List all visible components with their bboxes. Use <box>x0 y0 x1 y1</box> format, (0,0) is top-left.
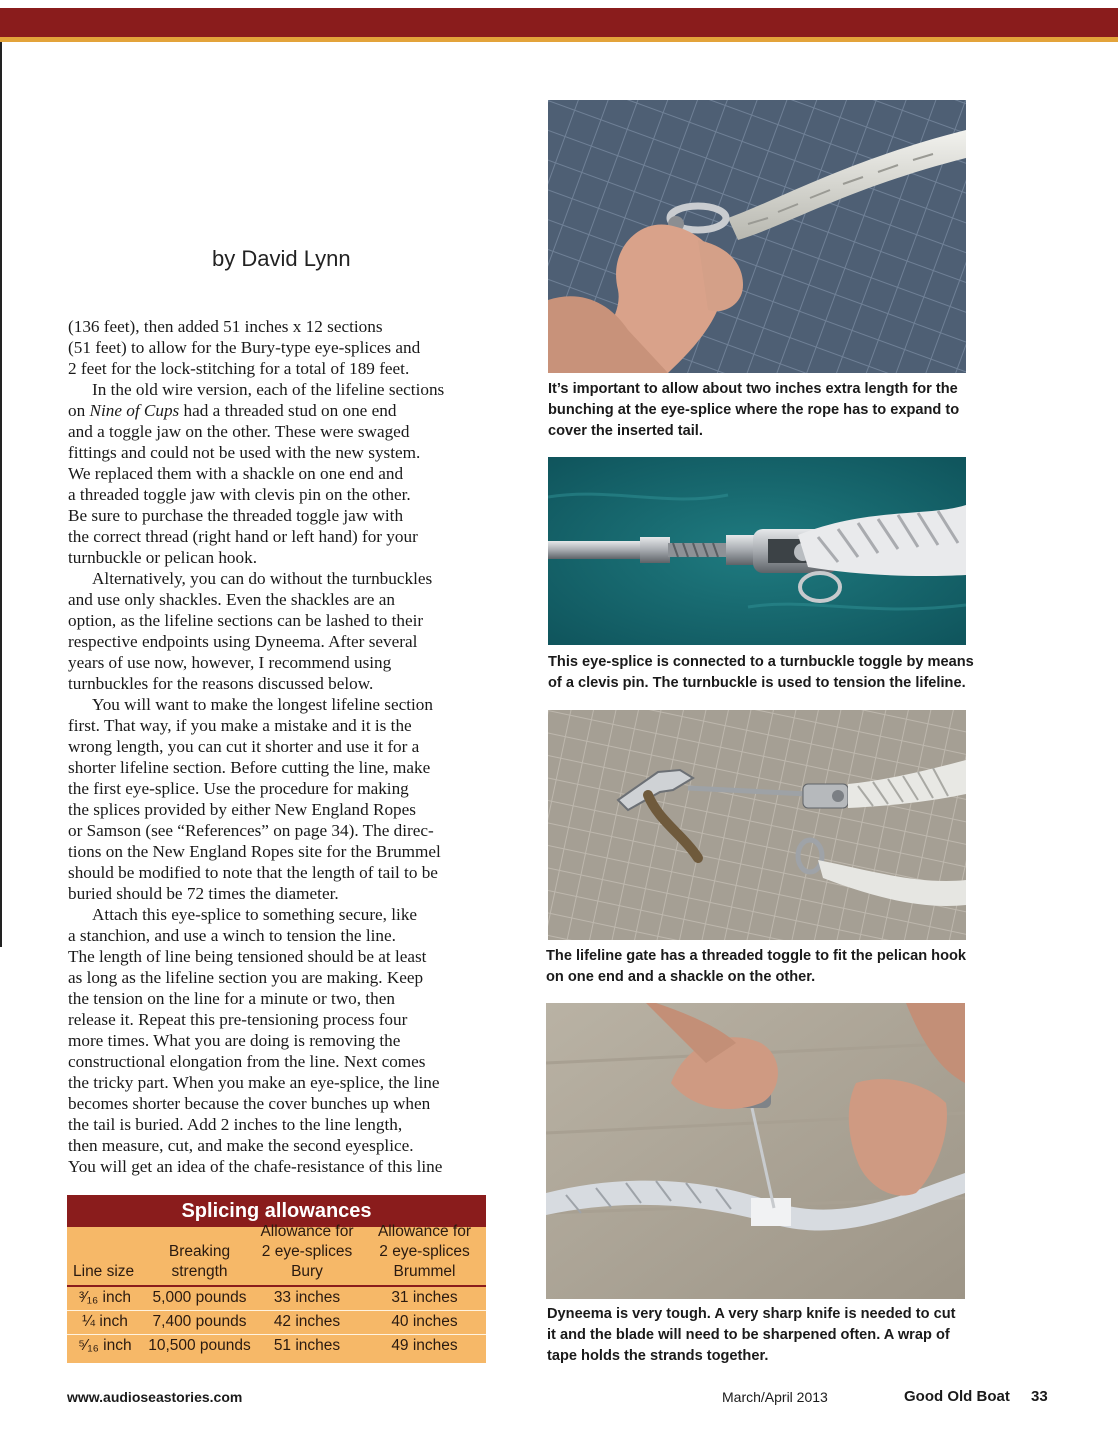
footer-page-number: 33 <box>1031 1388 1048 1405</box>
body-text-line: buried should be 72 times the diameter. <box>68 884 339 903</box>
body-text-line: the tail is buried. Add 2 inches to the line length, <box>68 1115 403 1134</box>
body-text-line: Be sure to purchase the threaded toggle jaw with <box>68 506 404 525</box>
body-text-line: the tension on the line for a minute or two, then <box>68 989 395 1008</box>
body-text-line: a stanchion, and use a winch to tension the line. <box>68 926 396 945</box>
body-text-line: a threaded toggle jaw with clevis pin on the other. <box>68 485 411 504</box>
header-line-size: Line size <box>73 1263 135 1280</box>
body-text-line: release it. Repeat this pre-tensioning process four <box>68 1010 408 1029</box>
article-body <box>68 316 493 1177</box>
body-text-line: You will want to make the longest lifeline section <box>92 695 433 714</box>
body-text-line: fittings and could not be used with the new system. <box>68 443 421 462</box>
body-text-line: tions on the New England Ropes site for the Brummel <box>68 842 441 861</box>
caption-line: It’s important to allow about two inches extra length for the <box>548 381 958 397</box>
footer-date: March/April 2013 <box>722 1389 828 1405</box>
body-text-line: on Nine of Cups had a threaded stud on one end <box>68 401 397 420</box>
caption-line: of a clevis pin. The turnbuckle is used to tension the lifeline. <box>548 675 966 691</box>
body-text-line: shorter lifeline section. Before cutting the line, make <box>68 758 431 777</box>
header-stripe <box>0 37 1118 42</box>
body-text-line: option, as the lifeline sections can be lashed to their <box>68 611 424 630</box>
photo-cutting-dyneema <box>546 1003 965 1299</box>
footer-magazine-name: Good Old Boat <box>904 1388 1010 1405</box>
body-text-line: You will get an idea of the chafe-resistance of this line <box>68 1157 443 1176</box>
body-text-line: We replaced them with a shackle on one end and <box>68 464 404 483</box>
cell-line-size: ⁵⁄₁₆ inch <box>78 1337 132 1354</box>
body-text-line: more times. What you are doing is removing the <box>68 1031 401 1050</box>
body-text-line: constructional elongation from the line. Next comes <box>68 1052 426 1071</box>
photo-caption <box>548 652 974 694</box>
caption-line: Dyneema is very tough. A very sharp knife is needed to cut <box>547 1306 956 1322</box>
body-text-line: then measure, cut, and make the second eyesplice. <box>68 1136 414 1155</box>
left-margin-rule <box>0 42 2 947</box>
body-text-line: the splices provided by either New England Ropes <box>68 800 416 819</box>
body-text-line: The length of line being tensioned should be at least <box>68 947 427 966</box>
body-text-line: the correct thread (right hand or left hand) for your <box>68 527 418 546</box>
body-text-line: becomes shorter because the cover bunches up when <box>68 1094 431 1113</box>
body-text-line: turnbuckle or pelican hook. <box>68 548 258 567</box>
cell-breaking-strength: 7,400 pounds <box>152 1313 247 1330</box>
body-text-line: respective endpoints using Dyneema. After several <box>68 632 418 651</box>
cell-allowance-brummel: 31 inches <box>391 1289 458 1306</box>
cell-allowance-bury: 42 inches <box>273 1313 341 1330</box>
table-row <box>67 1287 486 1311</box>
body-text-line: should be modified to note that the length of tail to be <box>68 863 438 882</box>
caption-line: tape holds the strands together. <box>547 1348 769 1364</box>
header-allowance-brummel: Allowance for 2 eye-splices Brummel <box>377 1223 472 1280</box>
caption-line: cover the inserted tail. <box>548 423 703 439</box>
cell-breaking-strength: 5,000 pounds <box>152 1289 247 1306</box>
body-text-line: first. That way, if you make a mistake and it is the <box>68 716 412 735</box>
cell-allowance-brummel: 49 inches <box>391 1337 458 1354</box>
body-text-line: 2 feet for the lock-stitching for a total of 189 feet. <box>68 359 410 378</box>
cell-allowance-bury: 33 inches <box>273 1289 341 1306</box>
body-text-line: the first eye-splice. Use the procedure for making <box>68 779 409 798</box>
table-row <box>67 1311 486 1335</box>
body-text-line: the tricky part. When you make an eye-splice, the line <box>68 1073 440 1092</box>
body-text-line: Attach this eye-splice to something secure, like <box>92 905 418 924</box>
body-text-line: years of use now, however, I recommend using <box>68 653 392 672</box>
caption-line: on one end and a shackle on the other. <box>546 969 816 985</box>
photo-eye-splice-shackle <box>548 100 966 373</box>
body-text-line: wrong length, you can cut it shorter and use it for a <box>68 737 420 756</box>
photo-caption <box>548 379 959 442</box>
body-text-line: (51 feet) to allow for the Bury-type eye-splices and <box>68 338 421 357</box>
body-text-line: and use only shackles. Even the shackles are an <box>68 590 395 609</box>
body-text-line: as long as the lifeline section you are making. Keep <box>68 968 424 987</box>
cell-breaking-strength: 10,500 pounds <box>148 1337 251 1354</box>
caption-line: it and the blade will need to be sharpened often. A wrap of <box>547 1327 950 1343</box>
body-text-line: or Samson (see “References” on page 34). The direc- <box>68 821 434 840</box>
cell-allowance-brummel: 40 inches <box>391 1313 458 1330</box>
caption-line: This eye-splice is connected to a turnbuckle toggle by means <box>548 654 974 670</box>
cell-line-size: ³⁄₁₆ inch <box>79 1289 131 1306</box>
table-row <box>67 1335 486 1358</box>
photo-caption <box>547 1304 955 1367</box>
caption-line: The lifeline gate has a threaded toggle to fit the pelican hook <box>546 948 967 964</box>
body-text-line: and a toggle jaw on the other. These were swaged <box>68 422 410 441</box>
caption-line: bunching at the eye-splice where the rope has to expand to <box>548 402 960 418</box>
header-bar <box>0 8 1118 37</box>
table-title: Splicing allowances <box>67 1195 486 1227</box>
footer-url: www.audioseastories.com <box>67 1389 243 1405</box>
byline: by David Lynn <box>212 246 351 271</box>
cell-line-size: ¼ inch <box>82 1313 128 1330</box>
body-text-line: (136 feet), then added 51 inches x 12 sections <box>68 317 383 336</box>
photo-caption <box>546 946 966 988</box>
body-text-line: In the old wire version, each of the lifeline sections <box>92 380 445 399</box>
cell-allowance-bury: 51 inches <box>273 1337 341 1354</box>
header-breaking-strength: Breaking strength <box>168 1243 231 1280</box>
photo-turnbuckle-toggle <box>548 457 966 645</box>
splicing-allowances-table <box>67 1195 486 1363</box>
body-text-line: turnbuckles for the reasons discussed below. <box>68 674 374 693</box>
body-text-line: Alternatively, you can do without the turnbuckles <box>92 569 433 588</box>
table-header-row <box>67 1223 486 1287</box>
header-allowance-bury: Allowance for 2 eye-splices Bury <box>260 1223 354 1280</box>
photo-lifeline-gate <box>548 710 966 940</box>
